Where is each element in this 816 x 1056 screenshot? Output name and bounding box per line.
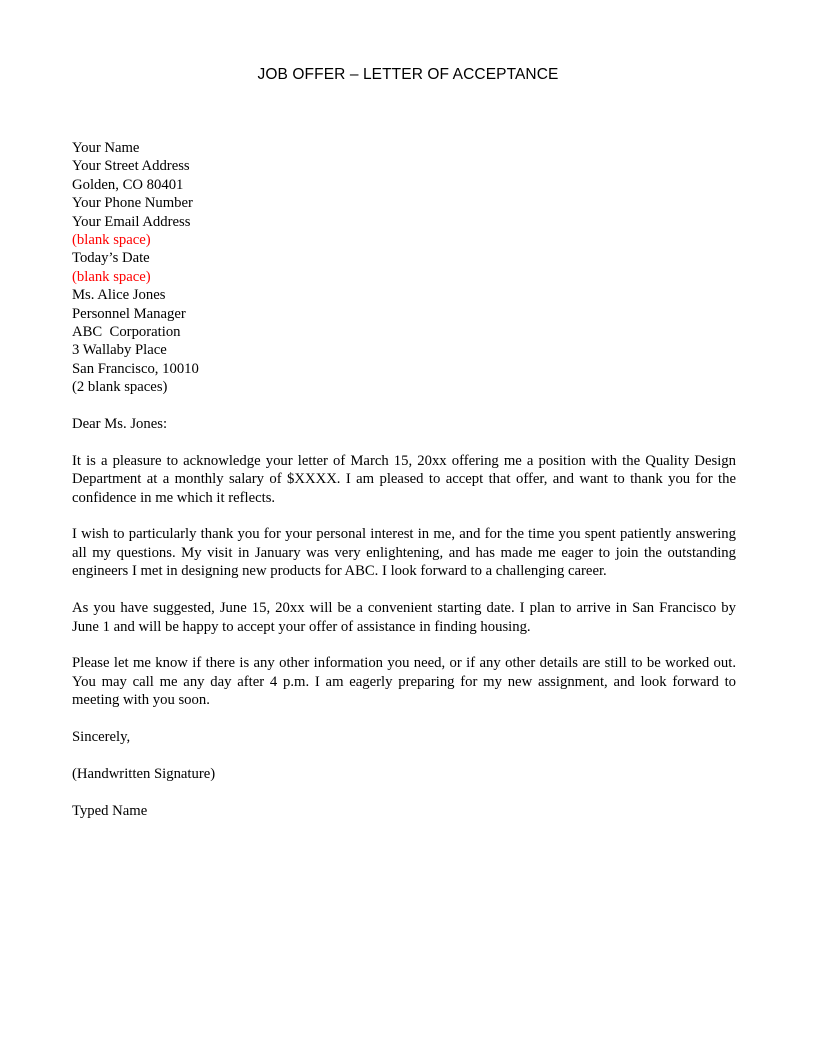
blank-spaces-note: (2 blank spaces): [72, 379, 168, 396]
sender-street: Your Street Address: [72, 158, 190, 175]
recipient-street: 3 Wallaby Place: [72, 342, 167, 359]
sender-city: Golden, CO 80401: [72, 176, 184, 193]
sender-phone: Your Phone Number: [72, 195, 193, 212]
recipient-company: ABC Corporation: [72, 324, 181, 341]
document-title: JOB OFFER – LETTER OF ACCEPTANCE: [257, 66, 559, 83]
blank-space-placeholder: (blank space): [72, 232, 151, 249]
body-paragraph: It is a pleasure to acknowledge your letter of March 15, 20xx offering me a position with the Quality Design Department at a monthly salary of $XXXX. I am pleased to accept that offer, and want to thank you for the confidence in me which it reflects.: [72, 452, 736, 506]
blank-space-placeholder: (blank space): [72, 268, 151, 285]
closing: Sincerely,: [72, 728, 131, 745]
sender-name: Your Name: [72, 140, 140, 156]
recipient-name: Ms. Alice Jones: [72, 287, 166, 304]
body-paragraph: I wish to particularly thank you for your personal interest in me, and for the time you spent patiently answering all my questions. My visit in January was very enlightening, and has made me eager to join the outstanding engineers I met in designing new products for ABC. I look forward to a challenging career.: [72, 526, 736, 580]
sender-email: Your Email Address: [72, 213, 191, 230]
signature-placeholder: (Handwritten Signature): [72, 765, 216, 782]
recipient-title: Personnel Manager: [72, 305, 186, 322]
typed-name: Typed Name: [72, 802, 148, 819]
letter-body: [72, 139, 736, 820]
body-paragraph: Please let me know if there is any other information you need, or if any other details are still to be worked out. You may call me any day after 4 p.m. I am eagerly preparing for my new assignment, and look forward to meeting with you soon.: [72, 655, 736, 709]
letter-date: Today’s Date: [72, 250, 150, 267]
recipient-city: San Francisco, 10010: [72, 360, 199, 377]
salutation: Dear Ms. Jones:: [72, 416, 168, 433]
body-paragraph: As you have suggested, June 15, 20xx will be a convenient starting date. I plan to arrive in San Francisco by June 1 and will be happy to accept your offer of assistance in finding housing.: [72, 600, 736, 635]
